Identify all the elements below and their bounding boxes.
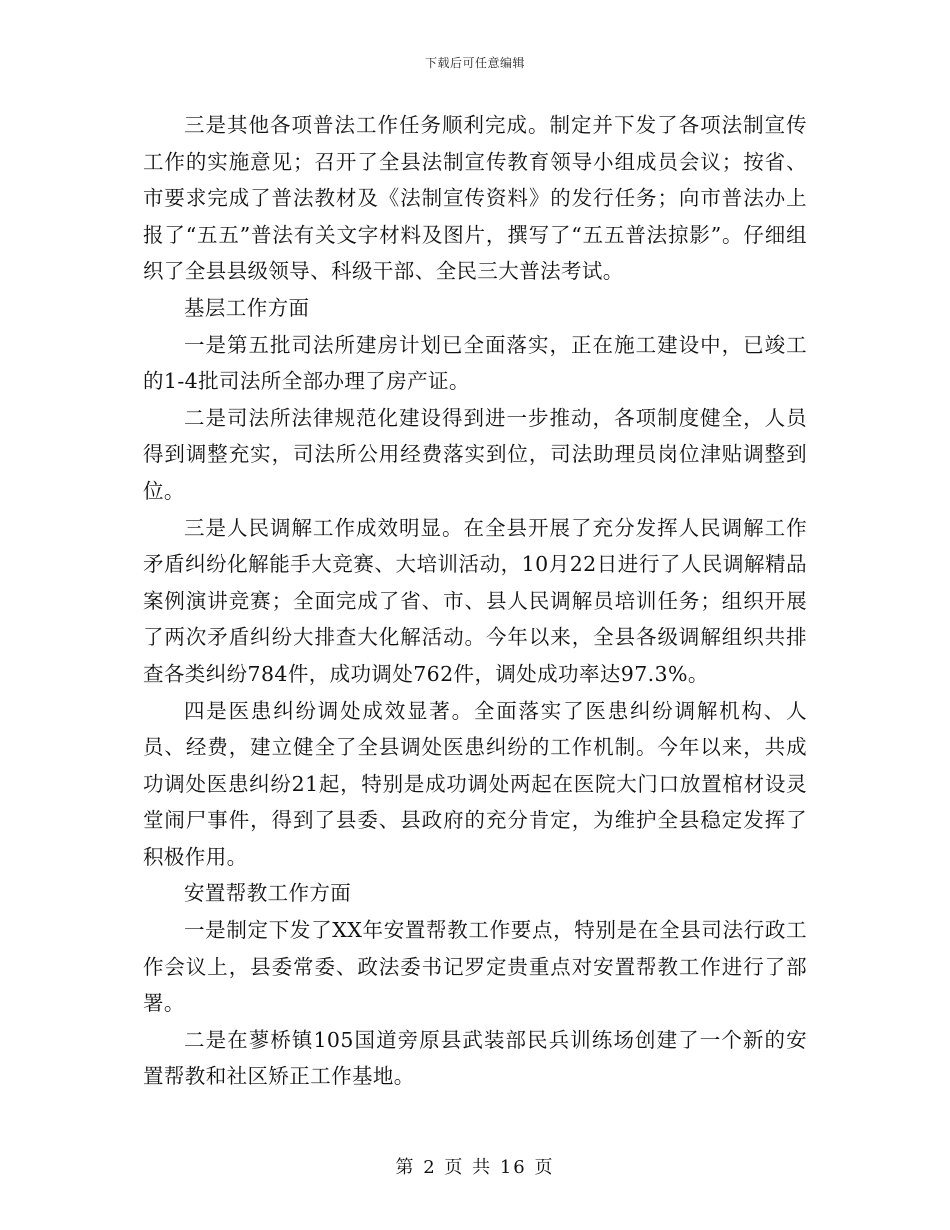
paragraph-popularization-tasks: 三是其他各项普法工作任务顺利完成。制定并下发了各项法制宣传工作的实施意见；召开了全县法制宣传教育领导小组成员会议；按省、市要求完成了普法教材及《法制宣传资料》的发行任务；向市普法办上报了“五五”普法有关文字材料及图片，撰写了“五五普法掠影”。仔细组织了全县县级领导、科级干部、全民三大普法考试。	[143, 113, 807, 284]
paragraph-medical-disputes: 四是医患纠纷调处成效显著。全面落实了医患纠纷调解机构、人员、经费，建立健全了全县调处医患纠纷的工作机制。今年以来，共成功调处医患纠纷21起，特别是成功调处两起在医院大门口放置棺材设灵堂闹尸事件，得到了县委、县政府的充分肯定，为维护全县稳定发挥了积极作用。	[143, 698, 807, 869]
paragraph-judicial-office-buildings: 一是第五批司法所建房计划已全面落实，正在施工建设中，已竣工的1-4批司法所全部办理了房产证。	[143, 332, 807, 394]
section-heading-resettlement: 安置帮教工作方面	[184, 881, 352, 906]
paragraph-resettlement-base: 二是在蓼桥镇105国道旁原县武装部民兵训练场创建了一个新的安置帮教和社区矫正工作基地。	[143, 1027, 807, 1089]
page-number-footer: 第 2 页 共 16 页	[395, 1157, 555, 1178]
document-body	[143, 107, 807, 1095]
page-header: 下载后可任意编辑	[424, 56, 525, 70]
paragraph-people-mediation: 三是人民调解工作成效明显。在全县开展了充分发挥人民调解工作矛盾纠纷化解能手大竞赛、大培训活动，10月22日进行了人民调解精品案例演讲竞赛；全面完成了省、市、县人民调解员培训任务；组织开展了两次矛盾纠纷大排查大化解活动。今年以来，全县各级调解组织共排查各类纠纷784件，成功调处762件，调处成功率达97.3%。	[143, 515, 807, 686]
paragraph-judicial-office-standardization: 二是司法所法律规范化建设得到进一步推动，各项制度健全，人员得到调整充实，司法所公用经费落实到位，司法助理员岗位津贴调整到位。	[143, 405, 807, 503]
section-heading-grassroots: 基层工作方面	[184, 295, 310, 320]
paragraph-resettlement-plan: 一是制定下发了XX年安置帮教工作要点，特别是在全县司法行政工作会议上，县委常委、政法委书记罗定贵重点对安置帮教工作进行了部署。	[143, 918, 807, 1016]
